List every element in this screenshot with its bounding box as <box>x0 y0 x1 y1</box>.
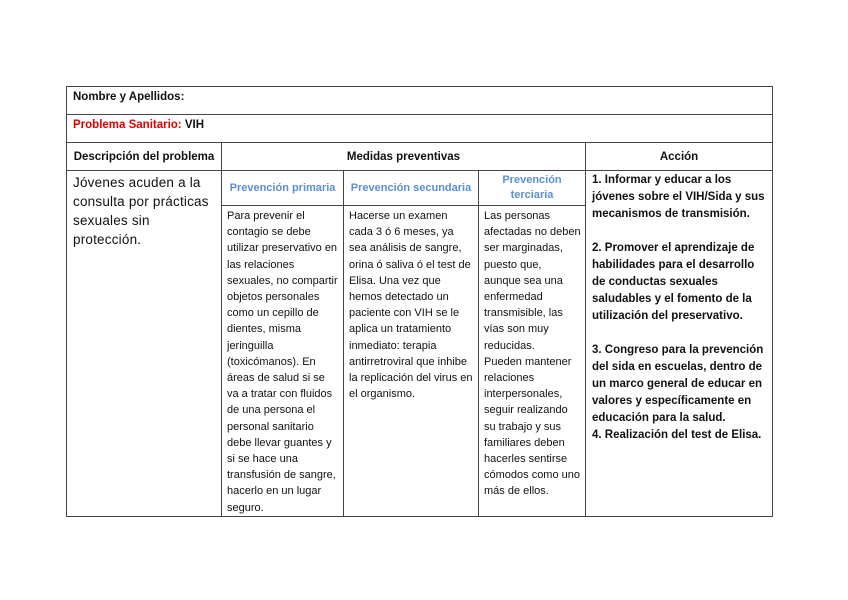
action-item-2: 2. Promover el aprendizaje de habilidades para el desarrollo de conductas sexuales saludables y el fomento de la utilización del preservativo. <box>592 242 755 322</box>
action-item-1: 1. Informar y educar a los jóvenes sobre el VIH/Sida y sus mecanismos de transmisión. <box>592 174 765 220</box>
action-cell <box>586 171 773 517</box>
action-item-3: 3. Congreso para la prevención del sida en escuelas, dentro de un marco general de educar en valores y específicamente en educación para la salud. <box>592 344 764 424</box>
secondary-cell <box>344 171 479 517</box>
problem-line <box>67 115 772 131</box>
tertiary-text-2: Pueden mantener relaciones interpersonales, seguir realizando su trabajo y sus familiares deben hacerles sentirse cómodos como uno más de ellos. <box>484 355 580 498</box>
problem-label: Problema Sanitario: <box>73 119 182 131</box>
problem-row <box>67 115 773 143</box>
action-list <box>586 171 772 444</box>
description-text: Jóvenes acuden a la consulta por prácticas sexuales sin protección. <box>73 175 209 247</box>
name-row <box>67 87 773 115</box>
description-cell <box>67 171 222 517</box>
secondary-text: Hacerse un examen cada 3 ó 6 meses, ya sea análisis de sangre, orina ó saliva ó el test de Elisa. Una vez que hemos detectado un paciente con VIH se le aplica un tratamiento inmediato: terapia antirretroviral que inhibe la replicación del virus en el organismo. <box>344 205 478 402</box>
name-label: Nombre y Apellidos: <box>73 91 185 103</box>
secondary-header: Prevención secundaria <box>350 181 472 194</box>
primary-header: Prevención primaria <box>229 181 336 194</box>
tertiary-cell <box>479 171 586 517</box>
tertiary-header: Prevención terciaria <box>502 174 562 201</box>
action-item-4: 4. Realización del test de Elisa. <box>592 429 762 441</box>
prevention-plan-table <box>66 86 773 517</box>
description-header: Descripción del problema <box>67 143 222 171</box>
problem-value: VIH <box>181 119 205 131</box>
primary-text: Para prevenir el contagio se debe utilizar preservativo en las relaciones sexuales, no compartir objetos personales como un cepillo de dientes, misma jeringuilla (toxicómanos). En áreas de salud si se va a tratar con fluidos de una persona el personal sanitario debe llevar guantes y si se hace una transfusión de sangre, hacerlo en un lugar seguro. <box>222 205 343 516</box>
tertiary-text-1: Las personas afectadas no deben ser marginadas, puesto que, aunque sea una enfermedad transmisible, las vías son muy reducidas. <box>484 210 581 352</box>
measures-header: Medidas preventivas <box>222 143 586 171</box>
action-header: Acción <box>586 143 773 171</box>
primary-cell <box>222 171 344 517</box>
